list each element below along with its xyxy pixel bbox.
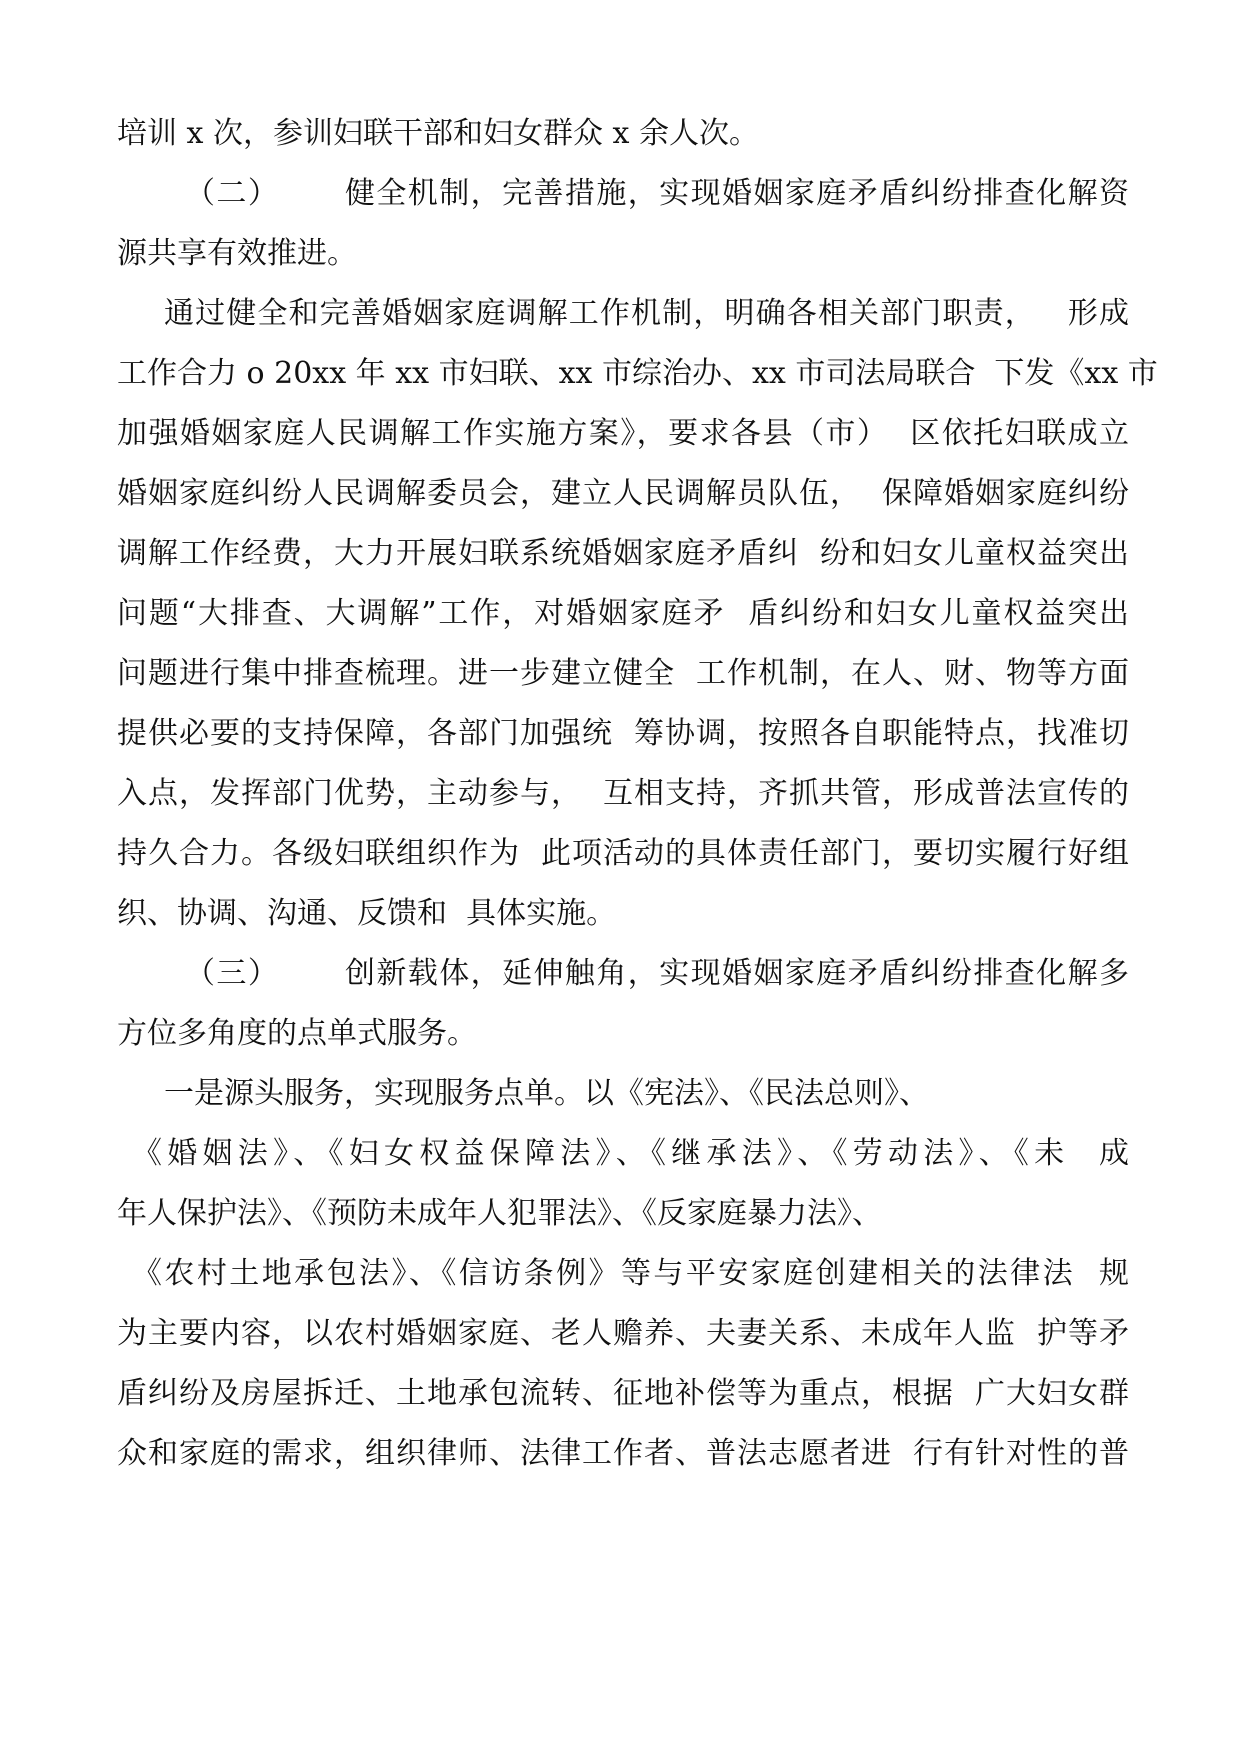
paragraph-line: 加强婚姻家庭人民调解工作实施方案》，要求各县（市） 区依托妇联成立 bbox=[117, 416, 1129, 451]
paragraph-line: 问题进行集中排查梳理。进一步建立健全 工作机制，在人、财、物等方面 bbox=[117, 656, 1129, 691]
paragraph-line: 盾纠纷及房屋拆迁、土地承包流转、征地补偿等为重点，根据 广大妇女群 bbox=[117, 1376, 1129, 1411]
paragraph-line: 《婚姻法》、《妇女权益保障法》、《继承法》、《劳动法》、《未 成 bbox=[132, 1136, 1129, 1171]
text-line: 培训 x 次，参训妇联干部和妇女群众 x 余人次。 bbox=[117, 116, 759, 151]
section-heading-3-cont: 方位多角度的点单式服务。 bbox=[117, 1016, 477, 1051]
section-heading-3: （三） 创新载体，延伸触角，实现婚姻家庭矛盾纠纷排查化解多 bbox=[185, 956, 1129, 991]
paragraph-line: 织、协调、沟通、反馈和 具体实施。 bbox=[117, 896, 617, 931]
section-heading-2: （二） 健全机制，完善措施，实现婚姻家庭矛盾纠纷排查化解资 bbox=[185, 176, 1129, 211]
paragraph-line: 调解工作经费，大力开展妇联系统婚姻家庭矛盾纠 纷和妇女儿童权益突出 bbox=[117, 536, 1129, 571]
paragraph-line: 《农村土地承包法》、《信访条例》等与平安家庭创建相关的法律法 规 bbox=[132, 1256, 1129, 1291]
paragraph-line: 通过健全和完善婚姻家庭调解工作机制，明确各相关部门职责， 形成 bbox=[164, 296, 1129, 331]
paragraph-line: 问题“大排查、大调解”工作，对婚姻家庭矛 盾纠纷和妇女儿童权益突出 bbox=[117, 596, 1129, 631]
paragraph-line: 提供必要的支持保障，各部门加强统 筹协调，按照各自职能特点，找准切 bbox=[117, 716, 1129, 751]
paragraph-line: 众和家庭的需求，组织律师、法律工作者、普法志愿者进 行有针对性的普 bbox=[117, 1436, 1129, 1471]
paragraph-line: 为主要内容，以农村婚姻家庭、老人赡养、夫妻关系、未成年人监 护等矛 bbox=[117, 1316, 1129, 1351]
paragraph-line: 一是源头服务，实现服务点单。以《宪法》、《民法总则》、 bbox=[164, 1076, 929, 1111]
section-heading-2-cont: 源共享有效推进。 bbox=[117, 236, 357, 271]
paragraph-line: 年人保护法》、《预防未成年人犯罪法》、《反家庭暴力法》、 bbox=[117, 1196, 882, 1231]
paragraph-line: 入点，发挥部门优势，主动参与， 互相支持，齐抓共管，形成普法宣传的 bbox=[117, 776, 1129, 811]
paragraph-line: 持久合力。各级妇联组织作为 此项活动的具体责任部门，要切实履行好组 bbox=[117, 836, 1129, 871]
paragraph-line: 工作合力 o 20xx 年 xx 市妇联、xx 市综治办、xx 市司法局联合 下发《xx 市 bbox=[117, 356, 1158, 391]
paragraph-line: 婚姻家庭纠纷人民调解委员会，建立人民调解员队伍， 保障婚姻家庭纠纷 bbox=[117, 476, 1129, 511]
